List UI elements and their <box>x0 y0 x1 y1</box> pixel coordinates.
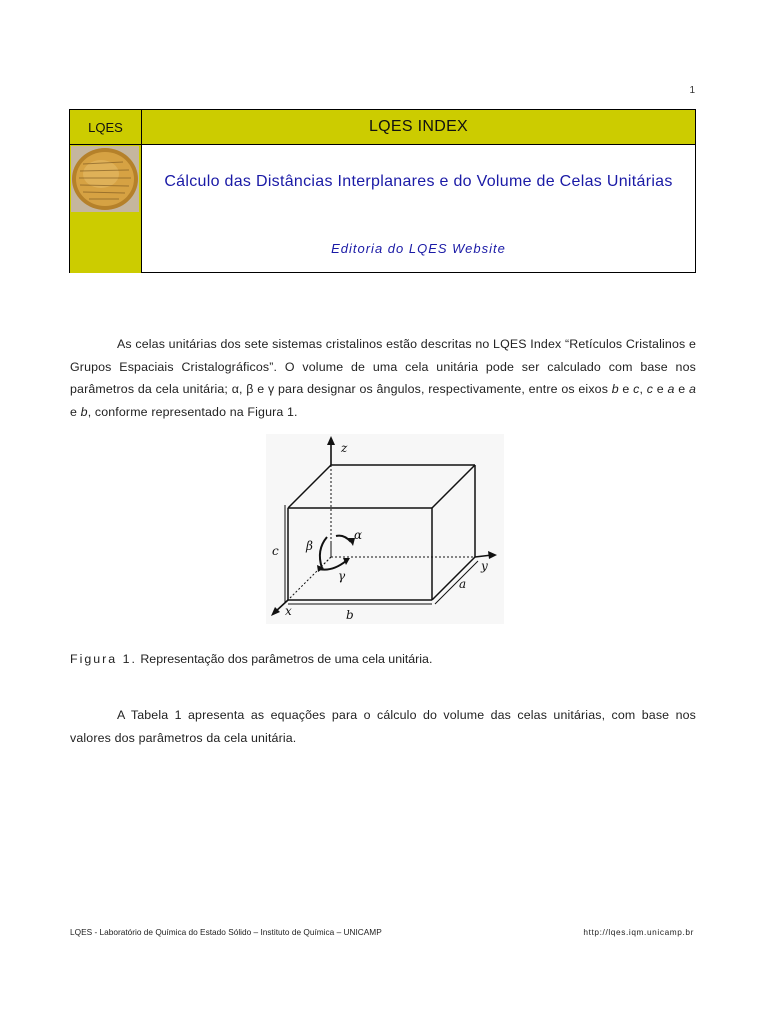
header-table <box>69 109 696 273</box>
header-left-label: LQES <box>70 110 141 145</box>
axis-b: b <box>80 404 88 419</box>
document-title: Cálculo das Distâncias Interplanares e do Volume de Celas Unitárias <box>164 173 673 190</box>
alpha-symbol: α <box>231 382 240 397</box>
alpha-angle-label: α <box>354 528 363 542</box>
footer-url[interactable]: http://lqes.iqm.unicamp.br <box>583 927 694 937</box>
paragraph-sep: e <box>653 382 668 397</box>
c-edge-label: c <box>272 544 279 558</box>
z-axis-label: z <box>341 441 348 455</box>
paragraph-sep: e <box>674 382 689 397</box>
header-left-column <box>70 110 142 272</box>
paragraph-sep: e <box>70 404 81 419</box>
header-title-cell <box>142 145 695 272</box>
paragraph-sep: , <box>239 382 247 397</box>
axis-c: c <box>633 382 640 397</box>
figure-caption <box>70 652 432 666</box>
figure-caption-text: Representação dos parâmetros de uma cela unitária. <box>136 652 433 666</box>
unit-cell-figure <box>266 434 504 624</box>
paragraph-intro <box>70 333 696 423</box>
axis-b: b <box>611 382 619 397</box>
lqes-seal-logo <box>71 146 139 212</box>
a-edge-label: a <box>459 577 467 591</box>
x-axis-label: x <box>285 604 292 618</box>
paragraph-sep: e <box>253 382 268 397</box>
paragraph-intro-part3: , conforme representado na Figura 1. <box>87 404 298 419</box>
gamma-angle-label: γ <box>338 569 346 583</box>
beta-symbol: β <box>246 382 254 397</box>
gamma-symbol: γ <box>267 382 275 397</box>
paragraph-intro-part1: As celas unitárias dos sete sistemas cristalinos estão descritas no LQES Index “Retículos Cristalinos e Grupos Espaciais Cristalográficos”. O volume de uma cela unitária pode ser calculado com base nos parâmetros da cela unitária; <box>70 337 696 397</box>
page-number: 1 <box>689 85 695 96</box>
paragraph-table-intro: A Tabela 1 apresenta as equações para o cálculo do volume das celas unitárias, com base nos valores dos parâmetros da cela unitária. <box>70 708 696 745</box>
header-index-title: LQES INDEX <box>142 110 695 145</box>
paragraph-sep: , <box>639 382 647 397</box>
beta-angle-label: β <box>306 539 313 553</box>
figure-caption-label: Figura 1. <box>70 652 137 666</box>
footer-institution: LQES - Laboratório de Química do Estado Sólido – Instituto de Química – UNICAMP <box>70 927 382 937</box>
axis-a: a <box>688 382 697 397</box>
header-left-logo-cell <box>70 145 141 273</box>
y-axis-label: y <box>481 559 488 573</box>
paragraph-intro-part2: para designar os ângulos, respectivamente, entre os eixos <box>274 382 612 397</box>
axis-a: a <box>667 382 675 397</box>
document-subtitle: Editoria do LQES Website <box>331 241 506 256</box>
axis-c: c <box>646 382 654 397</box>
paragraph-sep: e <box>618 382 634 397</box>
b-edge-label: b <box>346 608 354 622</box>
